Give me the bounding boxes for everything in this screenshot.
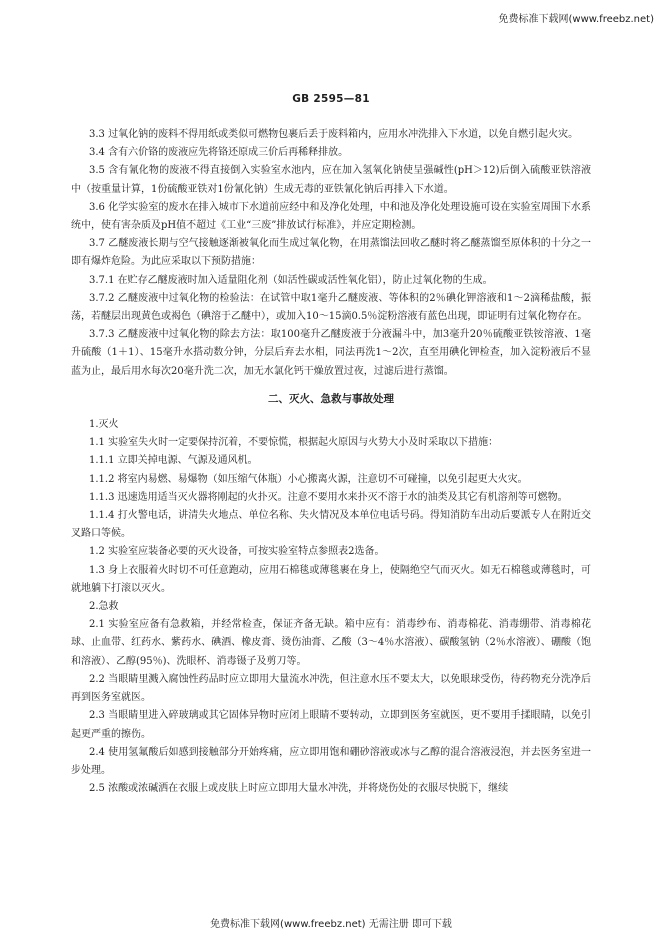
top-watermark[interactable]: 免费标准下载网(www.freebz.net) — [498, 14, 654, 25]
paragraph-2-2: 2.2 当眼睛里溅入腐蚀性药品时应立即用大量流水冲洗，但注意水压不要太大，以免眼球受伤，待药物充分洗净后再到医务室就医。 — [71, 673, 591, 704]
bottom-watermark[interactable]: 免费标准下载网(www.freebz.net) 无需注册 即可下载 — [210, 919, 452, 930]
paragraph-3-3: 3.3 过氧化钠的废料不得用纸或类似可燃物包裹后丢于废料箱内，应用水冲洗排入下水道，以免自燃引起火灾。 — [89, 129, 579, 140]
paragraph-3-7-1: 3.7.1 在贮存乙醚废液时加入适量阻化剂（如活性碳或活性氧化铝），防止过氧化物的生成。 — [89, 274, 493, 286]
paragraph-2-5: 2.5 浓酸或浓碱洒在衣服上或皮肤上时应立即用大量水冲洗，并将烧伤处的衣服尽快脱下，继续 — [89, 783, 509, 795]
paragraph-2-3: 2.3 当眼睛里进入碎玻璃或其它固体异物时应闭上眼睛不要转动，立即到医务室就医，更不要用手揉眼睛，以免引起更严重的擦伤。 — [71, 710, 591, 740]
paragraph-1-1-3: 1.1.3 迅速选用适当灭火器将刚起的火扑灭。注意不要用水来扑灭不溶于水的油类及其它有机溶剂等可燃物。 — [89, 491, 568, 503]
paragraph-1-1: 1.1 实验室失火时一定要保持沉着，不要惊慌，根据起火原因与火势大小及时采取以下措施： — [89, 437, 499, 449]
paragraph-3-5: 3.5 含有氰化物的废液不得直接倒入实验室水池内，应在加入氢氧化钠使呈强碱性(pH＞12)后倒入硫酸亚铁溶液中（按重量计算，1份硫酸亚铁对1份氰化钠）生成无毒的亚铁氰化钠后再排入下水道。 — [71, 165, 591, 195]
paragraph-1-3: 1.3 身上衣服着火时切不可任意跑动，应用石棉毯或薄毯裹在身上，使隔绝空气而灭火。如无石棉毯或薄毯时，可就地躺下打滚以灭火。 — [71, 564, 591, 594]
subsection-aid-heading: 2.急救 — [89, 601, 119, 613]
page-content — [71, 126, 591, 798]
paragraph-1-1-1: 1.1.1 立即关掉电源、气源及通风机。 — [89, 455, 258, 467]
paragraph-2-4: 2.4 使用氢氟酸后如感到接触部分开始疼痛，应立即用饱和硼砂溶液或冰与乙醇的混合溶液浸泡，并去医务室进一步处理。 — [71, 746, 591, 776]
subsection-fire-heading: 1.灭火 — [89, 419, 119, 431]
paragraph-2-1: 2.1 实验室应备有急救箱，并经常检查，保证齐备无缺。箱中应有：消毒纱布、消毒棉花、消毒绷带、消毒棉花球、止血带、红药水、紫药水、碘酒、橡皮膏、烫伤油膏、乙酸（3～4％水溶液）、碳酸氢钠（2％水溶液）、硼酸（饱和溶液）、乙醇(95％)、洗眼杯、消毒镊子及剪刀等。 — [71, 619, 591, 667]
document-code: GB 2595—81 — [292, 93, 370, 105]
paragraph-3-4: 3.4 含有六价铬的废液应先将铬还原成三价后再稀释排放。 — [89, 147, 349, 159]
section-title: 二、灭火、急救与事故处理 — [268, 392, 394, 405]
paragraph-3-7: 3.7 乙醚废液长期与空气接触逐渐被氧化而生成过氧化物，在用蒸馏法回收乙醚时将乙醚蒸馏至原体积的十分之一即有爆炸危险。为此应采取以下预防措施： — [71, 238, 591, 268]
paragraph-1-1-4: 1.1.4 打火警电话，讲清失火地点、单位名称、失火情况及本单位电话号码。得知消防车出动后要派专人在附近交叉路口等候。 — [71, 510, 591, 540]
paragraph-3-6: 3.6 化学实验室的废水在排入城市下水道前应经中和及净化处理，中和池及净化处理设施可设在实验室周围下水系统中，使有害杂质及pH值不超过《工业“三废”排放试行标准》，并应定期检测。 — [71, 201, 591, 232]
paragraph-3-7-2: 3.7.2 乙醚废液中过氧化物的检验法：在试管中取1毫升乙醚废液、等体积的2％碘化钾溶液和1～2滴稀盐酸，振荡，若醚层出现黄色或褐色（碘溶于乙醚中），或加入10～15滴0.5％淀粉溶液有蓝色出现，即证明有过氧化物存在。 — [71, 292, 591, 323]
paragraph-1-2: 1.2 实验室应装备必要的灭火设备，可按实验室特点参照表2选备。 — [89, 546, 385, 558]
paragraph-1-1-2: 1.1.2 将室内易燃、易爆物（如压缩气体瓶）小心搬离火源，注意切不可碰撞，以免引起更大火灾。 — [89, 473, 528, 485]
paragraph-3-7-3: 3.7.3 乙醚废液中过氧化物的除去方法：取100毫升乙醚废液于分液漏斗中，加3毫升20％硫酸亚铁铵溶液、1毫升硫酸（1＋1）、15毫升水搭动数分钟，分层后弃去水相，同法再洗1～2次，直至用碘化钾检查，加入淀粉液后不显蓝为止，最后用水每次20毫升洗二次，加无水氯化钙干燥放置过夜，过滤后进行蒸馏。 — [71, 329, 591, 377]
